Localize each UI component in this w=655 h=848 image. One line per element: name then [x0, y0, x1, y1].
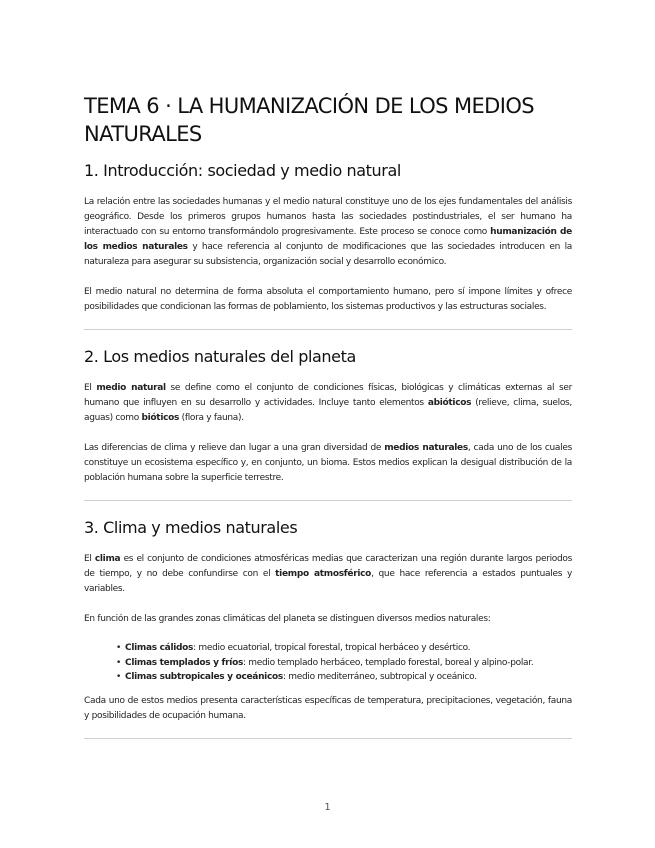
section-divider — [84, 738, 572, 739]
text-run: : medio ecuatorial, tropical forestal, tropical herbáceo y desértico. — [193, 643, 471, 653]
page-number: 1 — [324, 802, 331, 813]
text-run: , que hace referencia a estados puntuales y variables. — [84, 569, 572, 594]
text-run: El — [84, 383, 97, 393]
section-divider — [84, 500, 572, 501]
text-run: Las diferencias de clima y relieve dan lugar a una gran diversidad de — [84, 443, 385, 453]
paragraph-clima-2: En función de las grandes zonas climáticas del planeta se distinguen diversos medios naturales: — [84, 614, 491, 624]
paragraph-clima-1 — [84, 552, 572, 597]
bold-term: tiempo atmosférico — [275, 569, 372, 579]
section-divider — [84, 329, 572, 330]
text-run: y hace referencia al conjunto de modificaciones que las sociedades introducen en la naturaleza para asegurar su subsistencia, organización social y desarrollo económico. — [84, 242, 572, 267]
paragraph-introduccion-2: El medio natural no determina de forma absoluta el comportamiento humano, pero sí impone límites y ofrece posibilidades que condicionan las formas de poblamiento, los sistemas productivos y las estructuras sociales. — [84, 287, 572, 312]
bold-term: Climas templados y fríos — [125, 657, 244, 668]
bold-term: Climas subtropicales y oceánicos — [125, 672, 283, 682]
text-run: , cada uno de los cuales constituye un ecosistema específico y, en conjunto, un bioma. Estos medios explican la desigual distribución de la población humana sobre la superficie terrestre. — [84, 443, 572, 483]
text-run: (relieve, clima, suelos, aguas) como — [84, 398, 572, 423]
text-run: : medio templado herbáceo, templado forestal, boreal y alpino-polar. — [243, 657, 534, 668]
bold-term: humanización de los medios naturales — [84, 227, 572, 252]
text-run: es el conjunto de condiciones atmosféricas medias que caracterizan una región durante largos periodos de tiempo, y no debe confundirse con el — [84, 554, 572, 579]
climate-list — [84, 641, 572, 685]
bold-term: medio natural — [96, 383, 166, 393]
document-title: TEMA 6 · LA HUMANIZACIÓN DE LOS MEDIOS NATURALES — [84, 94, 534, 146]
text-run: (flora y fauna). — [179, 413, 244, 423]
section-heading-clima: 3. Clima y medios naturales — [84, 518, 298, 537]
paragraph-introduccion-1 — [84, 195, 572, 270]
list-item — [116, 641, 572, 656]
text-run: se define como el conjunto de condiciones físicas, biológicas y climáticas externas al ser humano que influyen en su desarrollo y actividades. Incluye tanto elementos — [84, 383, 572, 408]
section-heading-introduccion: 1. Introducción: sociedad y medio natural — [84, 161, 401, 180]
paragraph-medios-naturales-1 — [84, 381, 572, 426]
paragraph-medios-naturales-2 — [84, 441, 572, 486]
bold-term: clima — [94, 554, 121, 564]
bold-term: abióticos — [427, 398, 472, 408]
bold-term: medios naturales — [384, 443, 468, 453]
section-heading-medios-naturales: 2. Los medios naturales del planeta — [84, 347, 356, 366]
text-run: El — [84, 554, 95, 564]
bold-term: bióticos — [141, 413, 180, 423]
list-item — [116, 656, 572, 671]
text-run: La relación entre las sociedades humanas y el medio natural constituye uno de los ejes fundamentales del análisis geográfico. Desde los primeros grupos humanos hasta las sociedades postindustriales, el ser humano ha interactuado con su entorno transformándolo progresivamente. Este proceso se conoce como — [84, 197, 572, 237]
text-run: : medio mediterráneo, subtropical y oceánico. — [282, 672, 477, 682]
list-item — [116, 670, 572, 685]
document-content — [84, 92, 572, 739]
bold-term: Climas cálidos — [125, 643, 194, 653]
paragraph-clima-3: Cada uno de estos medios presenta características específicas de temperatura, precipitaciones, vegetación, fauna y posibilidades de ocupación humana. — [84, 695, 572, 721]
